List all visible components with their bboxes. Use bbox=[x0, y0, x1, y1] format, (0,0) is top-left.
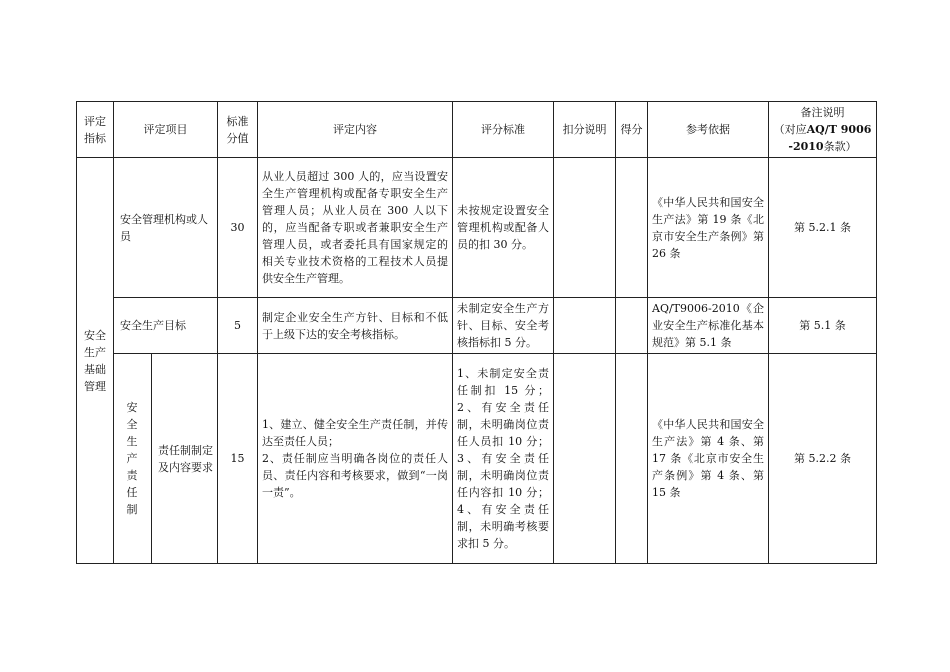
header-row bbox=[77, 102, 877, 158]
header-remark-line1: 备注说明 bbox=[800, 106, 845, 119]
item-cell: 责任制制定及内容要求 bbox=[152, 354, 218, 564]
score-cell: 5 bbox=[218, 298, 258, 354]
header-remark-line2a: （对应 bbox=[773, 123, 807, 136]
table-row bbox=[77, 354, 877, 564]
header-remark-line3 bbox=[773, 138, 872, 155]
content-line-1: 1、建立、健全安全生产责任制，并传达至责任人员； bbox=[262, 418, 448, 448]
table-row bbox=[77, 298, 877, 354]
content-cell: 制定企业安全生产方针、目标和不低于上级下达的安全考核指标。 bbox=[258, 298, 453, 354]
basis-cell: 《中华人民共和国安全生产法》第 4 条、第 17 条《北京市安全生产条例》第 4 条、第 15 条 bbox=[648, 354, 769, 564]
header-content: 评定内容 bbox=[258, 102, 453, 158]
criteria-cell: 未按规定设置安全管理机构或配备人员的扣 30 分。 bbox=[453, 158, 554, 298]
item-cell: 安全生产目标 bbox=[114, 298, 218, 354]
header-item: 评定项目 bbox=[114, 102, 218, 158]
table-row bbox=[77, 158, 877, 298]
basis-cell: 《中华人民共和国安全生产法》第 19 条《北京市安全生产条例》第 26 条 bbox=[648, 158, 769, 298]
header-remark-line2b: AQ/T 9006 bbox=[806, 123, 872, 136]
header-deduct: 扣分说明 bbox=[554, 102, 616, 158]
evaluation-table bbox=[76, 101, 877, 564]
remark-cell: 第 5.2.1 条 bbox=[769, 158, 877, 298]
group-cell: 安全生产责任制 bbox=[114, 354, 152, 564]
basis-cell: AQ/T9006-2010《企业安全生产标准化基本规范》第 5.1 条 bbox=[648, 298, 769, 354]
criteria-cell: 1、未制定安全责任制扣 15 分；2、有安全责任制，未明确岗位责任人员扣 10 分；3、有安全责任制，未明确岗位责任内容扣 10 分；4、有安全责任制，未明确考核要求扣 5 分。 bbox=[453, 354, 554, 564]
criteria-cell: 未制定安全生产方针、目标、安全考核指标扣 5 分。 bbox=[453, 298, 554, 354]
header-remark bbox=[769, 102, 877, 158]
got-cell bbox=[616, 158, 648, 298]
header-remark-line3a: -2010 bbox=[788, 140, 824, 153]
indicator-cell: 安全生产基础管理 bbox=[77, 158, 114, 564]
header-got: 得分 bbox=[616, 102, 648, 158]
header-remark-line2 bbox=[773, 121, 872, 138]
header-remark-line3b: 条款） bbox=[823, 140, 857, 153]
item-cell: 安全管理机构或人员 bbox=[114, 158, 218, 298]
got-cell bbox=[616, 354, 648, 564]
deduct-cell bbox=[554, 298, 616, 354]
score-cell: 30 bbox=[218, 158, 258, 298]
header-basis: 参考依据 bbox=[648, 102, 769, 158]
content-line-2: 2、责任制应当明确各岗位的责任人员、责任内容和考核要求，做到“一岗一责”。 bbox=[262, 452, 448, 499]
remark-cell: 第 5.2.2 条 bbox=[769, 354, 877, 564]
header-criteria: 评分标准 bbox=[453, 102, 554, 158]
header-indicator: 评定指标 bbox=[77, 102, 114, 158]
header-score: 标准分值 bbox=[218, 102, 258, 158]
score-cell: 15 bbox=[218, 354, 258, 564]
got-cell bbox=[616, 298, 648, 354]
deduct-cell bbox=[554, 354, 616, 564]
remark-cell: 第 5.1 条 bbox=[769, 298, 877, 354]
deduct-cell bbox=[554, 158, 616, 298]
content-cell: 从业人员超过 300 人的，应当设置安全生产管理机构或配备专职安全生产管理人员；从业人员在 300 人以下的，应当配备专职或者兼职安全生产管理人员，或者委托具有国家规定的相关专业技术资格的工程技术人员提供安全生产管理。 bbox=[258, 158, 453, 298]
content-cell bbox=[258, 354, 453, 564]
